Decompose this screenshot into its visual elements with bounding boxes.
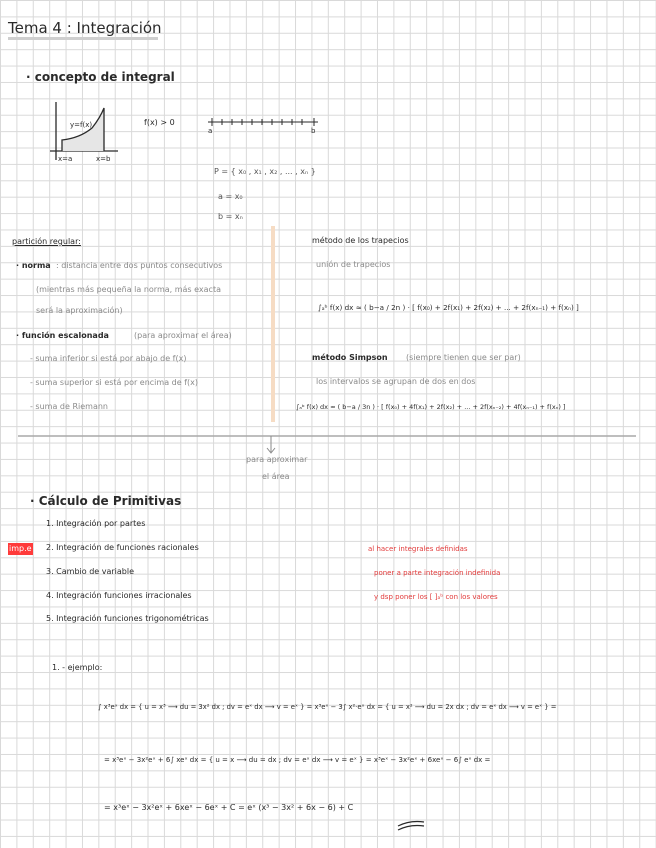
primitivas-item-2: 2. Integración de funciones racionales (46, 543, 199, 552)
primitivas-item-5: 5. Integración funciones trigonométricas (46, 614, 209, 623)
a-equals: a = x₀ (218, 192, 243, 201)
fx-condition: f(x) > 0 (144, 118, 175, 127)
suma-superior: - suma superior si está por encima de f(x) (30, 378, 198, 387)
norma-text: : distancia entre dos puntos consecutivos (56, 261, 223, 270)
simpson-sub: los intervalos se agrupan de dos en dos (316, 377, 476, 386)
simpson-title: método Simpson (312, 353, 388, 362)
escalonada-text: (para aproximar el área) (134, 331, 232, 340)
integral-graph (50, 102, 118, 160)
simpson-note: (siempre tienen que ser par) (406, 353, 521, 362)
trapecios-sub: unión de trapecios (316, 260, 391, 269)
red-note-3: y dsp poner los [ ]ₐᵇ con los valores (374, 593, 498, 601)
arrow-note-line1: para aproximar (246, 455, 308, 464)
ejemplo-line-1: ∫ x³eˣ dx = { u = x³ ⟶ du = 3x² dx ; dv = eˣ dx ⟶ v = eˣ } = x³eˣ − 3∫ x²·eˣ dx = { u = x² ⟶ du = 2x dx ; dv = eˣ dx ⟶ v = eˣ } = (98, 703, 557, 711)
ejemplo-heading: 1. - ejemplo: (52, 663, 103, 672)
concepto-heading: · concepto de integral (26, 70, 175, 84)
red-note-2: poner a parte integración indefinida (374, 569, 501, 577)
trapecios-title: método de los trapecios (312, 236, 409, 245)
norma-note-1: (mientras más pequeña la norma, más exacta (36, 285, 221, 294)
primitivas-item-1: 1. Integración por partes (46, 519, 146, 528)
axis-b: b (311, 127, 316, 135)
primitivas-item-4: 4. Integración funciones irracionales (46, 591, 192, 600)
trapecios-formula: ∫ₐᵇ f(x) dx ≈ ( b−a / 2n ) · [ f(x₀) + 2f(x₁) + 2f(x₂) + ... + 2f(xₙ₋₁) + f(xₙ) ] (318, 303, 579, 312)
graph-x-a: x=a (58, 155, 73, 163)
red-note-1: al hacer integrales definidas (368, 545, 468, 553)
suma-inferior: - suma inferior si está por abajo de f(x) (30, 354, 187, 363)
imp-badge: imp.e (9, 544, 32, 553)
ejemplo-line-2: = x³eˣ − 3x²eˣ + 6∫ xeˣ dx = { u = x ⟶ du = dx ; dv = eˣ dx ⟶ v = eˣ } = x³eˣ − 3x²eˣ + 6xeˣ − 6∫ eˣ dx = (104, 756, 491, 764)
primitivas-heading: · Cálculo de Primitivas (30, 494, 182, 508)
particion-heading: partición regular: (12, 237, 81, 246)
b-equals: b = xₙ (218, 212, 243, 221)
axis-a: a (208, 127, 213, 135)
partition-set: P = { x₀ , x₁ , x₂ , ... , xₙ } (214, 167, 316, 176)
ejemplo-line-3: = x³eˣ − 3x²eˣ + 6xeˣ − 6eˣ + C = eˣ (x³ − 3x² + 6x − 6) + C (104, 803, 354, 812)
suma-riemann: - suma de Riemann (30, 402, 108, 411)
escalonada-label: · función escalonada (16, 331, 109, 340)
simpson-formula: ∫ₐᵇ f(x) dx ≈ ( b−a / 3n ) · [ f(x₀) + 4f(x₁) + 2f(x₂) + ... + 2f(xₙ₋₂) + 4f(xₙ₋₁) + f(xₙ) ] (296, 403, 566, 411)
arrow-note-line2: el área (262, 472, 290, 481)
primitivas-item-3: 3. Cambio de variable (46, 567, 135, 576)
page-title: Tema 4 : Integración (8, 19, 162, 37)
graph-label: y=f(x) (70, 121, 93, 129)
graph-x-b: x=b (96, 155, 111, 163)
norma-note-2: será la aproximación) (36, 306, 123, 315)
norma-label: · norma (16, 261, 51, 270)
number-line (208, 118, 318, 126)
